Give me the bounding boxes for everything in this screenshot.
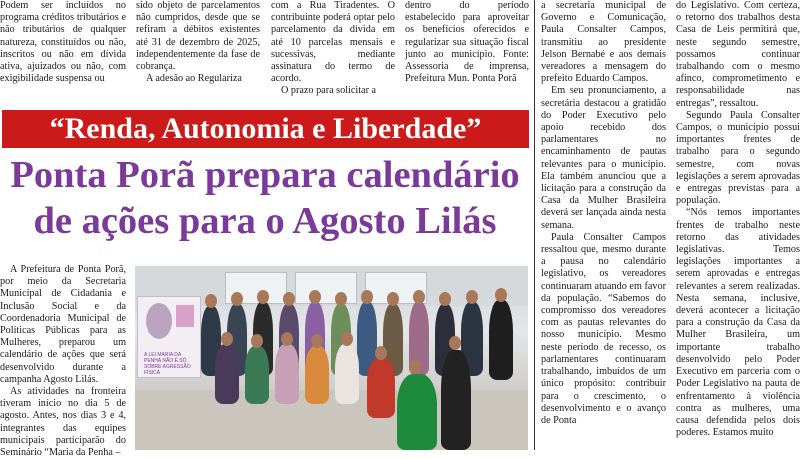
right-col2-paragraph-3: “Nós temos importantes frentes de trabalho neste retorno das atividades legislativas. Temos legislações importantes a serem aprovadas e entregas relevantes a serem realizadas. Nesta semana, inclusive, deverá acontecer a licitação para a construção da Casa da Mulher Brasileira, um importante trabalho desenvolvido pelo Poder Executivo em parceria com o Poder Legislativo na pauta de enfrentamento à violência contra as mulheres, uma causa defendida pelos dois poderes. Estamos muito: [676, 207, 800, 439]
right-col1-paragraph-1: a secretaria municipal de Governo e Comunicação, Paula Consalter Campos, transmitiu ao presidente Jelson Bernabé e aos demais vereadores a mensagem do prefeito Eduardo Campos.: [541, 0, 666, 85]
section-banner: “Renda, Autonomia e Liberdade”: [2, 110, 529, 148]
person-head: [375, 346, 387, 360]
person-head: [439, 292, 451, 306]
top-column-1: [0, 0, 126, 104]
person-head: [409, 360, 421, 374]
person-head: [449, 336, 461, 350]
person-figure: [305, 346, 329, 404]
person-head: [466, 290, 478, 304]
headline-line-2: de ações para o Agosto Lilás: [33, 200, 497, 242]
right-col2-paragraph-2: Segundo Paula Consalter Campos, o município possui importantes frentes de trabalho para o segundo semestre, com novas legislações a serem aprovadas e entregas previstas para a população.: [676, 109, 800, 207]
right-col2-paragraph-1: do Legislativo. Com certeza, o retorno dos trabalhos desta Casa de Leis permitirá que, neste segundo semestre, possamos continuar trabalhando com o mesmo afinco, comprometimento e responsabilidade nas entregas”, ressaltou.: [676, 0, 800, 109]
person-figure: [335, 344, 359, 404]
top-column-3-text: com a Rua Tiradentes. O contribuinte poderá optar pelo parcelamento da dívida em até 10 parcelas mensais e sucessivas, mediante assinatura do termo de acordo.: [271, 0, 395, 85]
photo-banner-stand: [137, 296, 201, 378]
person-figure: [489, 300, 513, 380]
person-head: [341, 332, 353, 346]
person-head: [257, 290, 269, 304]
column-divider: [534, 0, 535, 450]
person-head: [251, 334, 263, 348]
person-figure: [215, 344, 239, 404]
person-head: [283, 292, 295, 306]
photo-window: [295, 272, 357, 304]
top-column-4-text: dentro do período estabelecido para aproveitar os benefícios oferecidos e regularizar sua situação fiscal junto ao município. Fonte: Assessoria de imprensa, Prefeitura Mun. Ponta Porã: [405, 0, 529, 85]
stand-logo: [176, 305, 194, 327]
person-head: [281, 332, 293, 346]
right-column-2: [676, 0, 800, 450]
person-head: [335, 292, 347, 306]
right-col1-paragraph-3: Paula Consalter Campos ressaltou que, mesmo durante a pausa no calendário legislativo, os vereadores continuaram atuando em favor da população. “Sabemos do compromisso dos vereadores com as pautas relevantes do nosso município. Mesmo neste período de recesso, os parlamentares continuaram trabalhando, imbuídos de um único propósito: contribuir para o crescimento, o desenvolvimento e o avanço de Ponta: [541, 231, 666, 426]
top-column-3: [271, 0, 395, 104]
person-figure: [275, 344, 299, 404]
person-head: [311, 334, 323, 348]
person-head: [495, 288, 507, 302]
article-left-column: [0, 264, 126, 459]
article-photo: [135, 266, 528, 450]
article-paragraph-2: As atividades na fronteira tiveram início no dia 5 de agosto. Antes, nos dias 3 e 4, integrantes das equipes municipais participarão do Seminário “Maria da Penha –: [0, 386, 126, 459]
top-column-4: [405, 0, 529, 104]
person-head: [413, 290, 425, 304]
top-column-2-text: sido objeto de parcelamentos não cumpridos, desde que se refiram a débitos existentes até 31 de dezembro de 2025, independentemente da fase de cobrança.: [136, 0, 260, 73]
headline-line-1: Ponta Porã prepara calendário: [10, 154, 520, 196]
person-figure: [245, 346, 269, 404]
person-head: [361, 290, 373, 304]
person-head: [205, 294, 217, 308]
person-figure: [367, 358, 395, 418]
person-head: [387, 292, 399, 306]
top-column-3-text-2: O prazo para solicitar a: [281, 85, 377, 97]
person-figure: [441, 350, 471, 450]
person-head: [309, 290, 321, 304]
top-column-2-text-2: A adesão ao Regulariza: [146, 73, 242, 85]
stand-caption: A LEI MARIA DA PENHA NÃO É SÓ SOBRE AGRESSÃO FÍSICA: [144, 352, 191, 376]
person-head: [221, 332, 233, 346]
top-column-1-text: Podem ser incluídos no programa créditos tributários e não tributários de qualquer natureza, constituídos ou não, inscritos ou não em dívida ativa, ajuizados ou não, com exigibilidade suspensa ou: [0, 0, 126, 85]
right-column-1: [541, 0, 666, 450]
article-paragraph-1: A Prefeitura de Ponta Porã, por meio da Secretaria Municipal de Cidadania e Inclusão Social e da Coordenadoria Municipal de Políticas Públicas para as Mulheres, preparou um calendário de ações que será desenvolvido durante a campanha Agosto Lilás.: [0, 264, 126, 385]
top-column-2: [136, 0, 260, 104]
person-head: [231, 292, 243, 306]
article-headline: [0, 152, 530, 244]
person-figure: [397, 374, 437, 450]
stand-face-illustration: [146, 303, 172, 339]
right-col1-paragraph-2: Em seu pronunciamento, a secretária destacou a gratidão do Poder Executivo pelo apoio recebido dos parlamentares no encaminhamento de pautas relevantes para o município. Ela também anunciou que a licitação para a construção da Casa da Mulher Brasileira deverá ser lançada ainda nesta semana.: [541, 85, 666, 231]
